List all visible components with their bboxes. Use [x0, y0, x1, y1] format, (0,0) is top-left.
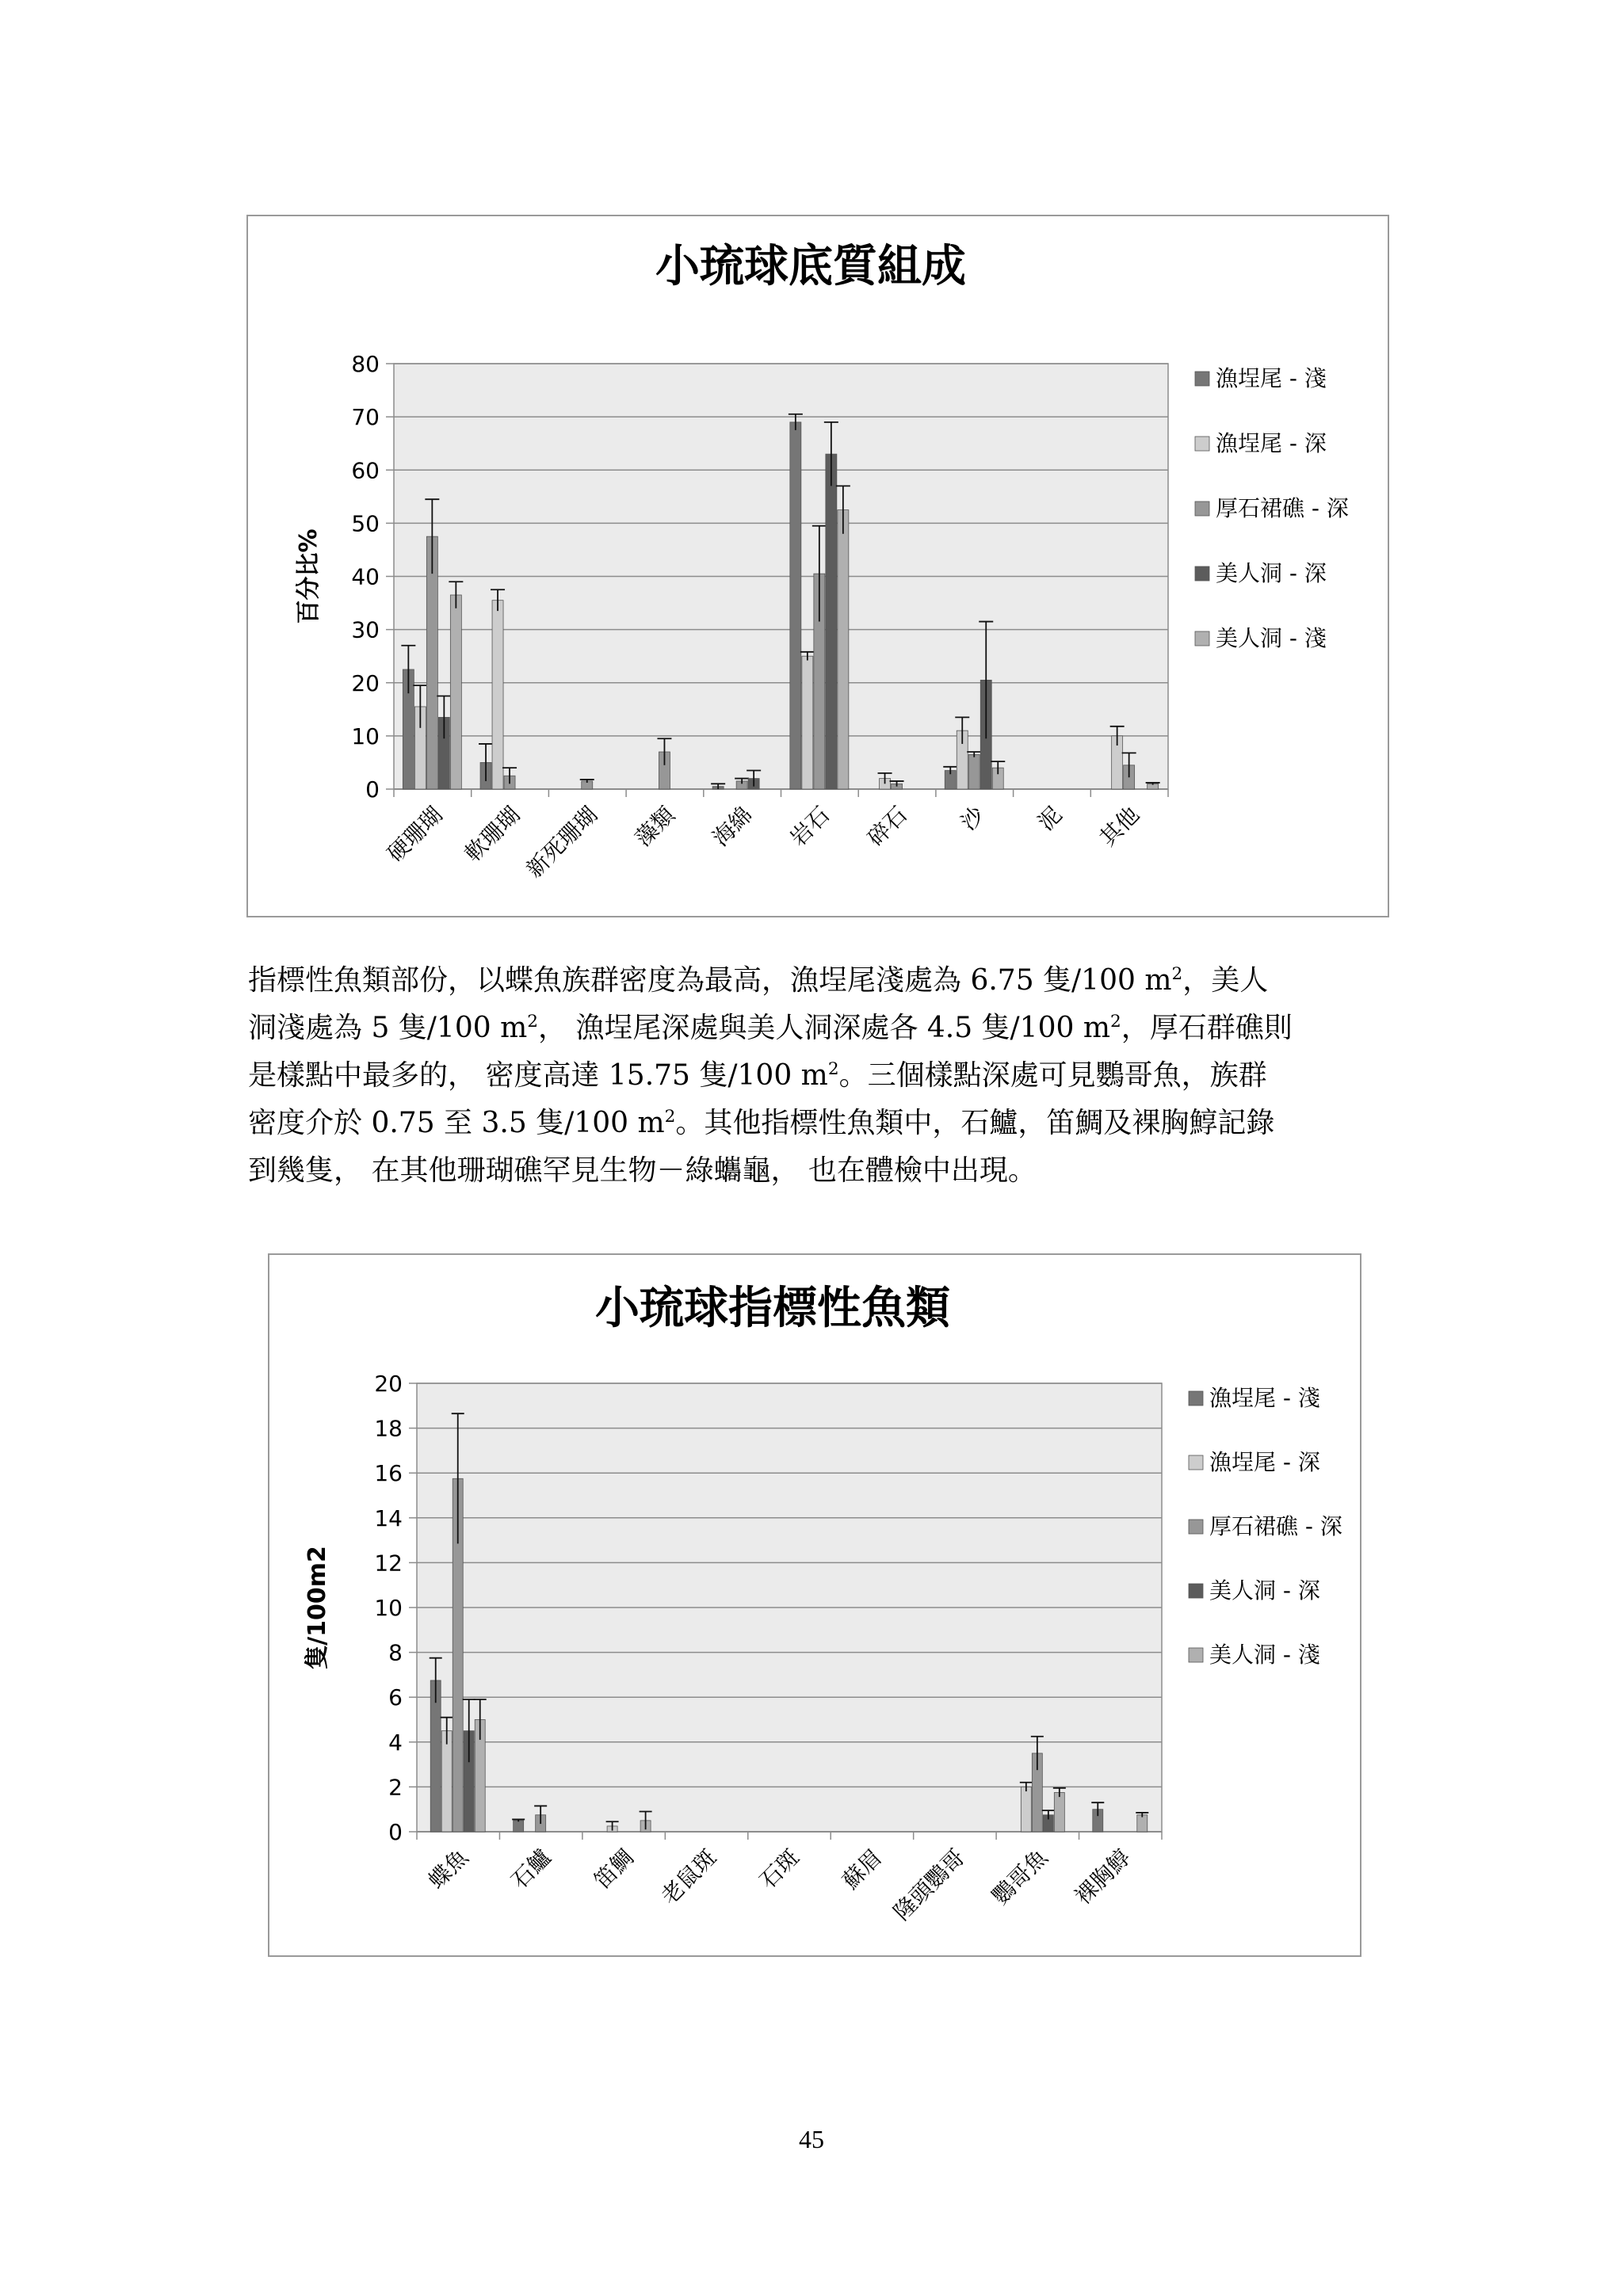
legend-swatch: [1195, 372, 1209, 386]
y-tick-label: 12: [374, 1550, 403, 1577]
legend-swatch: [1189, 1391, 1203, 1405]
legend-label: 漁埕尾 - 深: [1216, 430, 1327, 456]
y-tick-label: 4: [388, 1729, 403, 1756]
x-category-label: 海綿: [707, 801, 758, 852]
bar: [790, 422, 801, 789]
text-span: ，厚石群礁則: [1121, 1012, 1293, 1044]
bar: [492, 601, 503, 789]
legend-swatch: [1195, 502, 1209, 516]
substrate-chart-svg: [248, 216, 1388, 916]
y-tick-label: 18: [374, 1415, 403, 1442]
y-axis-label: 百分比%: [295, 528, 323, 624]
text-span: ， 漁埕尾深處與美人洞深處各 4.5 隻/100 m: [537, 1012, 1110, 1044]
paragraph-line: [248, 1052, 1389, 1100]
x-category-label: 蘇眉: [837, 1844, 888, 1894]
x-category-label: 岩石: [785, 801, 835, 852]
legend-label: 美人洞 - 淺: [1209, 1642, 1320, 1668]
fish-chart-svg: [269, 1255, 1360, 1955]
legend-swatch: [1189, 1520, 1203, 1534]
y-tick-label: 80: [351, 351, 380, 377]
legend-label: 美人洞 - 深: [1216, 560, 1327, 586]
chart-title: 小琉球指標性魚類: [595, 1283, 950, 1334]
y-tick-label: 20: [374, 1371, 403, 1397]
y-tick-label: 6: [388, 1684, 403, 1711]
y-axis-label: 隻/100m2: [304, 1546, 331, 1669]
substrate-composition-chart: [246, 215, 1389, 917]
text-span: 洞淺處為 5 隻/100 m: [248, 1012, 528, 1044]
y-tick-label: 40: [351, 563, 380, 590]
bar: [1021, 1787, 1031, 1832]
legend-swatch: [1195, 631, 1209, 646]
bar: [441, 1731, 452, 1832]
chart-title: 小琉球底質組成: [655, 241, 966, 292]
legend-label: 厚石裙礁 - 深: [1216, 495, 1349, 521]
y-tick-label: 20: [351, 669, 380, 696]
paragraph-line: [248, 1005, 1389, 1052]
bar: [968, 754, 980, 789]
paragraph-line: [248, 957, 1389, 1005]
legend-label: 美人洞 - 深: [1209, 1577, 1320, 1604]
superscript: 2: [827, 1059, 839, 1079]
x-category-label: 軟珊瑚: [459, 801, 525, 868]
bar: [802, 656, 813, 789]
legend-label: 厚石裙礁 - 深: [1209, 1513, 1342, 1539]
bar: [1137, 1815, 1148, 1832]
bar: [826, 454, 837, 789]
y-tick-label: 2: [388, 1774, 403, 1801]
x-category-label: 隆頭鸚哥: [888, 1844, 970, 1926]
y-tick-label: 70: [351, 404, 380, 431]
legend-swatch: [1189, 1584, 1203, 1598]
x-category-label: 藻類: [629, 801, 680, 852]
x-category-label: 鸚哥魚: [987, 1844, 1053, 1910]
legend-label: 漁埕尾 - 淺: [1209, 1385, 1320, 1411]
x-category-label: 老鼠斑: [655, 1844, 722, 1910]
text-span: 。其他指標性魚類中，石鱸，笛鯛及裸胸鯙記錄: [675, 1107, 1275, 1139]
y-tick-label: 10: [374, 1595, 403, 1621]
text-span: 指標性魚類部份，以蝶魚族群密度為最高，漁埕尾淺處為 6.75 隻/100 m: [248, 964, 1172, 997]
y-tick-label: 8: [388, 1639, 403, 1666]
y-tick-label: 50: [351, 510, 380, 537]
y-tick-label: 14: [374, 1505, 403, 1531]
text-span: 。三個樣點深處可見鸚哥魚，族群: [838, 1059, 1267, 1092]
legend-swatch: [1195, 437, 1209, 451]
x-category-label: 笛鯛: [589, 1844, 640, 1894]
legend-label: 漁埕尾 - 深: [1209, 1449, 1320, 1475]
paragraph-line: [248, 1147, 1389, 1195]
superscript: 2: [664, 1107, 676, 1127]
indicator-fish-chart: [268, 1253, 1361, 1957]
x-category-label: 其他: [1094, 801, 1145, 852]
text-span: ，美人: [1182, 964, 1269, 997]
bar: [430, 1680, 441, 1832]
legend-label: 漁埕尾 - 淺: [1216, 365, 1327, 391]
bar: [514, 1821, 524, 1832]
text-span: 是樣點中最多的， 密度高達 15.75 隻/100 m: [248, 1059, 828, 1092]
bar: [1054, 1792, 1064, 1832]
bar: [838, 510, 849, 789]
text-span: 密度介於 0.75 至 3.5 隻/100 m: [248, 1107, 665, 1139]
x-category-label: 裸胸鯙: [1069, 1844, 1136, 1910]
superscript: 2: [527, 1012, 538, 1032]
y-tick-label: 10: [351, 723, 380, 749]
superscript: 2: [1171, 964, 1183, 984]
paragraph-line: [248, 1100, 1389, 1147]
legend-label: 美人洞 - 淺: [1216, 625, 1327, 651]
x-category-label: 硬珊瑚: [382, 801, 448, 868]
y-tick-label: 16: [374, 1460, 403, 1487]
bar: [426, 536, 437, 789]
x-category-label: 新死珊瑚: [521, 801, 603, 883]
x-category-label: 蝶魚: [423, 1844, 474, 1894]
text-span: 到幾隻， 在其他珊瑚礁罕見生物－綠蠵龜， 也在體檢中出現。: [248, 1154, 1037, 1187]
y-tick-label: 60: [351, 457, 380, 484]
x-category-label: 泥: [1033, 801, 1067, 836]
x-category-label: 沙: [955, 801, 990, 836]
y-tick-label: 30: [351, 616, 380, 643]
superscript: 2: [1109, 1012, 1121, 1032]
y-tick-label: 0: [388, 1819, 403, 1845]
legend-swatch: [1195, 566, 1209, 581]
x-category-label: 石鱸: [506, 1844, 556, 1894]
body-paragraph: [248, 957, 1389, 1195]
bar: [450, 595, 461, 789]
page-number: 45: [799, 2125, 824, 2153]
legend-swatch: [1189, 1455, 1203, 1470]
legend-swatch: [1189, 1648, 1203, 1662]
y-tick-label: 0: [365, 776, 380, 803]
x-category-label: 石斑: [754, 1844, 804, 1894]
x-category-label: 碎石: [862, 801, 912, 852]
